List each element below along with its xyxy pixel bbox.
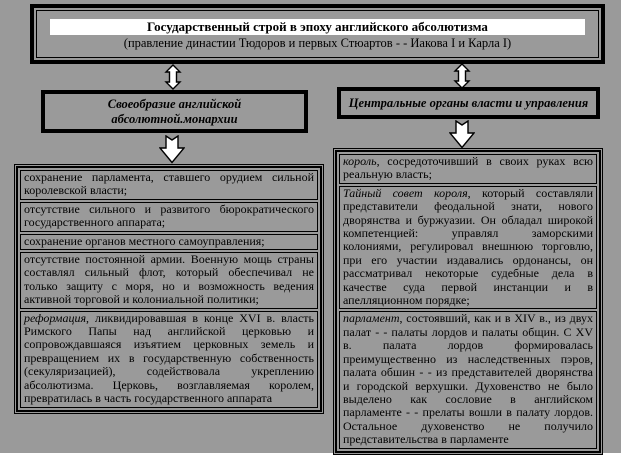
left-content-column xyxy=(14,164,324,414)
item-text: , сосредоточивший в своих руках всю реальную власть; xyxy=(343,154,593,182)
list-item xyxy=(20,170,318,200)
up-down-arrow-icon xyxy=(452,63,472,89)
down-arrow-icon xyxy=(449,120,475,149)
item-text: отсутствие постоянной армии. Военную мощь страны составлял сильный флот, который обеспечивал не только защиту с моря, но и возможность ведения активной торговой и колониальной политики; xyxy=(24,252,314,307)
item-text: сохранение органов местного самоуправления; xyxy=(24,233,265,248)
item-text: , состоявший, как и в XIV в., из двух палат - - палаты лордов и палаты общин. С XV в. палата лордов формировалась преимущественно из наследственных пэров, палата обшин - - из представителей дворянства и городской верхушки. Духовенство не было выделено как сословие в английском парламенте - - прелаты вошли в палату лордов. Остальное духовенство не получило представительства в парламенте xyxy=(343,311,593,447)
list-item xyxy=(20,234,318,250)
list-item xyxy=(339,186,597,310)
up-down-arrow-icon xyxy=(163,64,183,90)
title-box xyxy=(30,4,605,64)
item-lead: король xyxy=(343,154,377,168)
item-text: сохранение парламента, ставшего орудием сильной королевской власти; xyxy=(24,170,314,198)
right-content-column-inner xyxy=(335,150,601,453)
title-box-inner xyxy=(36,10,599,58)
item-lead: Тайный совет короля xyxy=(343,185,468,200)
list-item xyxy=(20,311,318,408)
list-item xyxy=(20,252,318,309)
down-arrow-icon xyxy=(159,135,185,164)
list-item xyxy=(339,154,597,184)
left-branch-header-line1: Своеобразие английской xyxy=(107,96,242,111)
left-branch-header-line2: абсолютной.монархии xyxy=(111,111,238,126)
list-item xyxy=(339,311,597,448)
item-text: , который составляли представители феодальной знати, нового дворянства и буржуазии. Он обладал широкой компетенцией: управлял заморскими колониями, регулировал внешнюю торговлю, при его участии издавались ордонансы, он рассматривал некоторые судебные дела в качестве суда первой инстанции и в апелляционном порядке; xyxy=(343,185,593,308)
left-branch-header xyxy=(41,90,308,133)
item-lead: парламент xyxy=(343,311,400,326)
diagram-subtitle: (правление династии Тюдоров и первых Стюартов - - Иакова I и Карла I) xyxy=(123,35,512,50)
item-lead: реформация xyxy=(24,310,87,325)
left-content-column-inner xyxy=(16,166,322,412)
right-branch-header-label: Центральные органы власти и управления xyxy=(348,95,589,110)
diagram-title: Государственный строй в эпоху английского абсолютизма xyxy=(147,18,488,34)
right-content-column xyxy=(333,148,603,455)
item-text: , ликвидировавшая в конце XVI в. власть Римского Папы над английской церковью и сопровождавшаяся изъятием церковных земель и превращением их в государственную собственность (секуляризацией), содействовала укреплению абсолютизма. Церковь, возглавляемая королем, превратилась в часть государственного аппарата xyxy=(24,310,314,406)
right-branch-header xyxy=(337,87,600,119)
title-highlight-strip xyxy=(50,19,585,35)
item-text: отсутствие сильного и развитого бюрократического государственного аппарата; xyxy=(24,201,314,230)
list-item xyxy=(20,202,318,232)
